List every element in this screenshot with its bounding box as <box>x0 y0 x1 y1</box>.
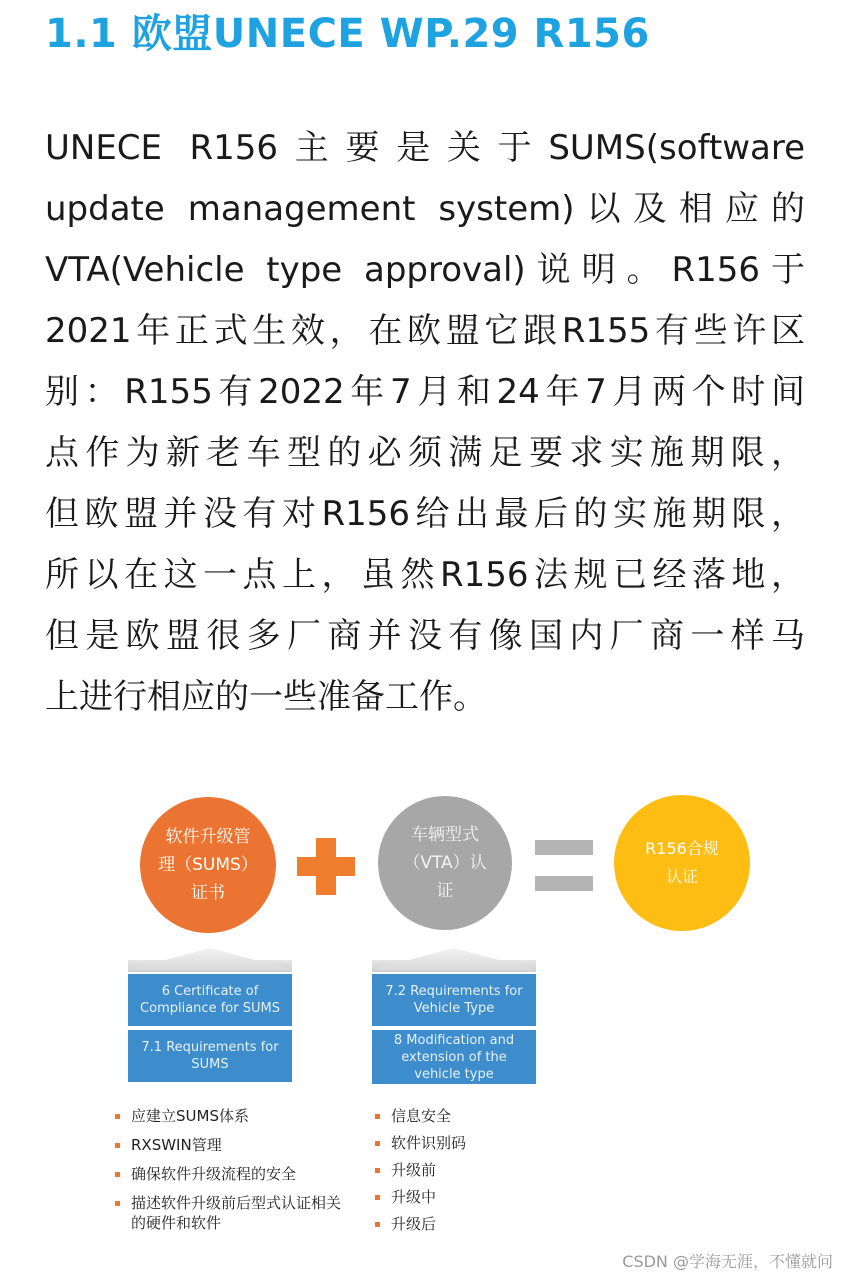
equals-icon-lower <box>535 876 593 891</box>
clause-box-7-2: 7.2 Requirements for Vehicle Type <box>372 974 536 1026</box>
paragraph-line: 别：R155有2022年7月和24年7月两个时间 <box>45 372 805 412</box>
list-item: 升级前 <box>375 1160 535 1180</box>
up-arrow-icon <box>372 948 536 970</box>
paragraph-line: 所以在这一点上，虽然R156法规已经落地， <box>45 555 805 595</box>
clause-box-6: 6 Certificate of Compliance for SUMS <box>128 974 292 1026</box>
paragraph-line: VTA(Vehicle type approval)说明。R156于 <box>45 250 805 290</box>
paragraph-line: 但是欧盟很多厂商并没有像国内厂商一样马 <box>45 616 805 656</box>
list-item: 描述软件升级前后型式认证相关的硬件和软件 <box>115 1193 345 1233</box>
vta-certificate-circle: 车辆型式 （VTA）认 证 <box>378 796 512 930</box>
vehicle-type-requirements-list <box>375 1106 535 1241</box>
list-item: 软件识别码 <box>375 1133 535 1153</box>
r156-compliance-circle: R156合规 认证 <box>614 795 750 931</box>
list-item: 应建立SUMS体系 <box>115 1106 345 1126</box>
list-item: 信息安全 <box>375 1106 535 1126</box>
list-item: 确保软件升级流程的安全 <box>115 1164 345 1184</box>
r156-compliance-diagram <box>0 780 849 1250</box>
paragraph-line: 上进行相应的一些准备工作。 <box>45 677 487 717</box>
csdn-watermark: CSDN @学海无涯，不懂就问 <box>622 1252 833 1271</box>
paragraph-line: 点作为新老车型的必须满足要求实施期限， <box>45 433 805 473</box>
equals-icon <box>535 840 593 855</box>
sums-requirements-list <box>115 1106 345 1242</box>
paragraph-line: UNECE R156主要是关于SUMS(software <box>45 128 805 168</box>
paragraph-line: 但欧盟并没有对R156给出最后的实施期限， <box>45 494 805 534</box>
sums-certificate-circle: 软件升级管 理（SUMS） 证书 <box>140 797 276 933</box>
plus-icon-vertical <box>316 838 336 895</box>
up-arrow-icon <box>128 948 292 970</box>
paragraph-line: 2021年正式生效，在欧盟它跟R155有些许区 <box>45 311 805 351</box>
clause-box-7-1: 7.1 Requirements for SUMS <box>128 1030 292 1082</box>
section-title: 1.1 欧盟UNECE WP.29 R156 <box>45 11 650 57</box>
clause-box-8: 8 Modification and extension of the vehicle type <box>372 1030 536 1084</box>
list-item: RXSWIN管理 <box>115 1135 345 1155</box>
list-item: 升级中 <box>375 1187 535 1207</box>
intro-paragraph <box>45 118 805 728</box>
list-item: 升级后 <box>375 1214 535 1234</box>
paragraph-line: update management system)以及相应的 <box>45 189 805 229</box>
